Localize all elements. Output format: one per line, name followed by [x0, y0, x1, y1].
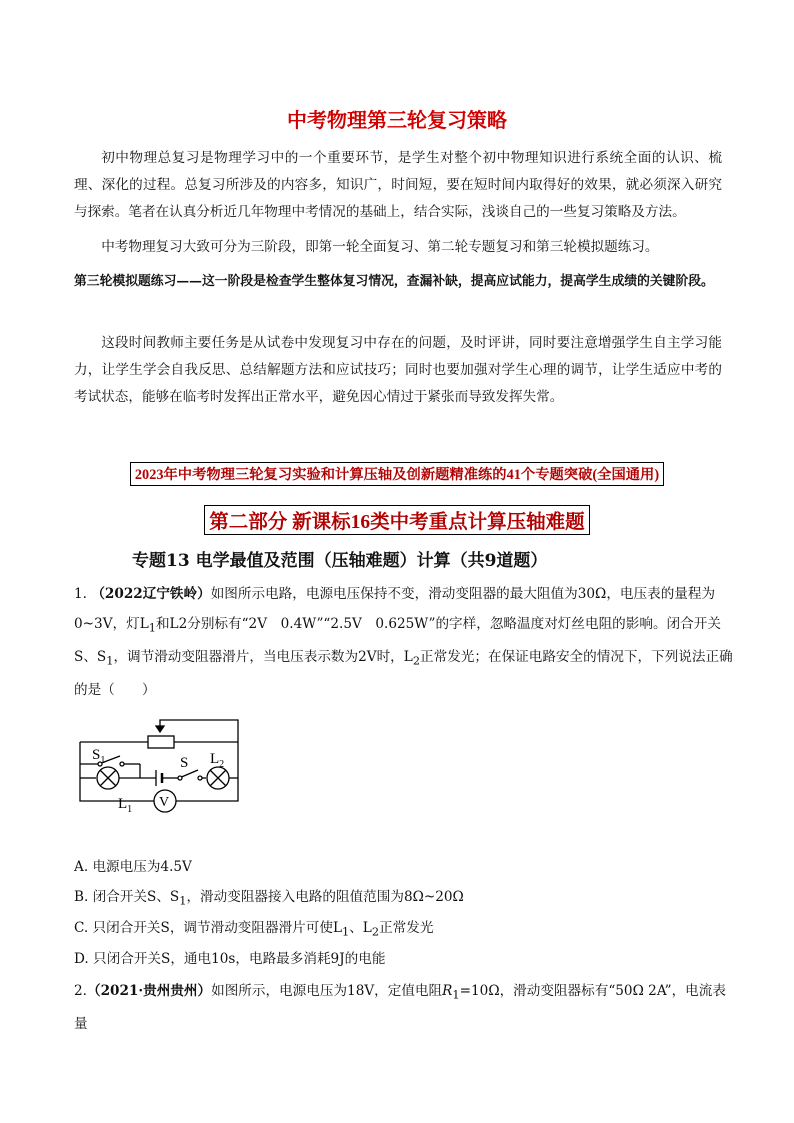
option-text: B. 闭合开关S、S	[74, 889, 180, 905]
third-round-paragraph: 第三轮模拟题练习——这一阶段是检查学生整体复习情况，查漏补缺，提高应试能力，提高学生成绩的关键阶段。	[74, 274, 714, 289]
option-text: 、L	[349, 920, 372, 936]
series-banner	[0, 462, 794, 486]
part-heading-text: 第二部分 新课标16类中考重点计算压轴难题	[204, 505, 589, 535]
option-b	[74, 885, 464, 908]
option-text: ，滑动变阻器接入电路的阻值范围为8Ω~20Ω	[186, 889, 464, 905]
switch-s-contact	[198, 776, 202, 780]
subscript: 1	[148, 620, 156, 635]
option-c	[74, 916, 433, 939]
option-text: C. 只闭合开关S，调节滑动变阻器滑片可使L	[74, 920, 342, 936]
label-s1: $S_1$	[92, 747, 106, 766]
subscript: 1	[179, 893, 187, 908]
teacher-task-paragraph: 这段时间教师主要任务是从试卷中发现复习中存在的问题，及时评讲，同时要注意增强学生自主学习能力，让学生学会自我反思、总结解题方法和应试技巧；同时也要加强对学生心理的调节，让学生适应中考的考试状态，能够在临考时发挥出正常水平，避免因心情过于紧张而导致发挥失常。	[74, 335, 722, 405]
switch-s1-contact	[120, 762, 124, 766]
series-banner-text: 2023年中考物理三轮复习实验和计算压轴及创新题精准练的41个专题突破(全国通用)	[130, 462, 664, 486]
subscript: 2	[412, 653, 421, 668]
resistor-symbol: R	[442, 983, 453, 999]
stages-paragraph: 中考物理复习大致可分为三阶段，即第一轮全面复习、第二轮专题复习和第三轮模拟题练习。	[101, 239, 659, 255]
part-heading	[0, 505, 794, 535]
label-voltmeter: V	[159, 795, 170, 810]
subscript: 2	[371, 924, 380, 939]
wire	[160, 720, 238, 801]
question-source: （2022辽宁铁岭）	[91, 586, 211, 602]
option-a: A. 电源电压为4.5V	[74, 859, 192, 875]
question-text: 正常发光；在保证电路安全的情况下，下列说法正确的是（ ）	[74, 648, 733, 698]
question-text: 和L2分别标有“2V 0.4W”“2.5V 0.625W”的字样，忽略温度对灯丝电阻的影响。闭合开关S、S	[74, 615, 721, 665]
intro-paragraph: 初中物理总复习是物理学习中的一个重要环节，是学生对整个初中物理知识进行系统全面的认识、梳理、深化的过程。总复习所涉及的内容多，知识广，时间短，要在短时间内取得好的效果，就必须深入研究与探索。笔者在认真分析近几年物理中考情况的基础上，结合实际，浅谈自己的一些复习策略及方法。	[74, 150, 722, 220]
rheostat	[148, 736, 174, 748]
document-title: 中考物理第三轮复习策略	[287, 108, 507, 132]
question-text: =10Ω，滑动变阻器标有“50Ω 2A”，电流表量	[74, 983, 726, 1033]
slider-arrow	[156, 726, 164, 732]
question-number: 1.	[74, 586, 87, 602]
question-text: 如图所示，电源电压为18V，定值电阻	[211, 983, 443, 999]
question-number: 2.	[74, 983, 87, 999]
subscript: 1	[342, 924, 350, 939]
option-d: D. 只闭合开关S，通电10s，电路最多消耗9J的电能	[74, 951, 386, 967]
topic-heading: 专题13 电学最值及范围（压轴难题）计算（共9道题）	[132, 551, 548, 571]
label-s: S	[180, 755, 189, 771]
question-2	[74, 977, 734, 1040]
question-source: （2021·贵州贵州）	[86, 983, 212, 999]
label-l1: $L_1$	[118, 796, 133, 815]
question-1	[74, 580, 734, 705]
switch-s-blade	[182, 770, 199, 777]
question-text: 如图所示电路，电源电压保持不变，滑动变阻器的最大阻值为30Ω，电压表的量程为0~3V，灯L	[74, 586, 716, 632]
label-l2: $L_2$	[210, 751, 225, 770]
option-text: 正常发光	[379, 920, 434, 936]
subscript: 1	[452, 987, 460, 1002]
subscript: 1	[106, 653, 114, 668]
circuit-diagram	[70, 712, 250, 830]
question-text: ，调节滑动变阻器滑片，当电压表示数为2V时，L	[113, 648, 413, 665]
